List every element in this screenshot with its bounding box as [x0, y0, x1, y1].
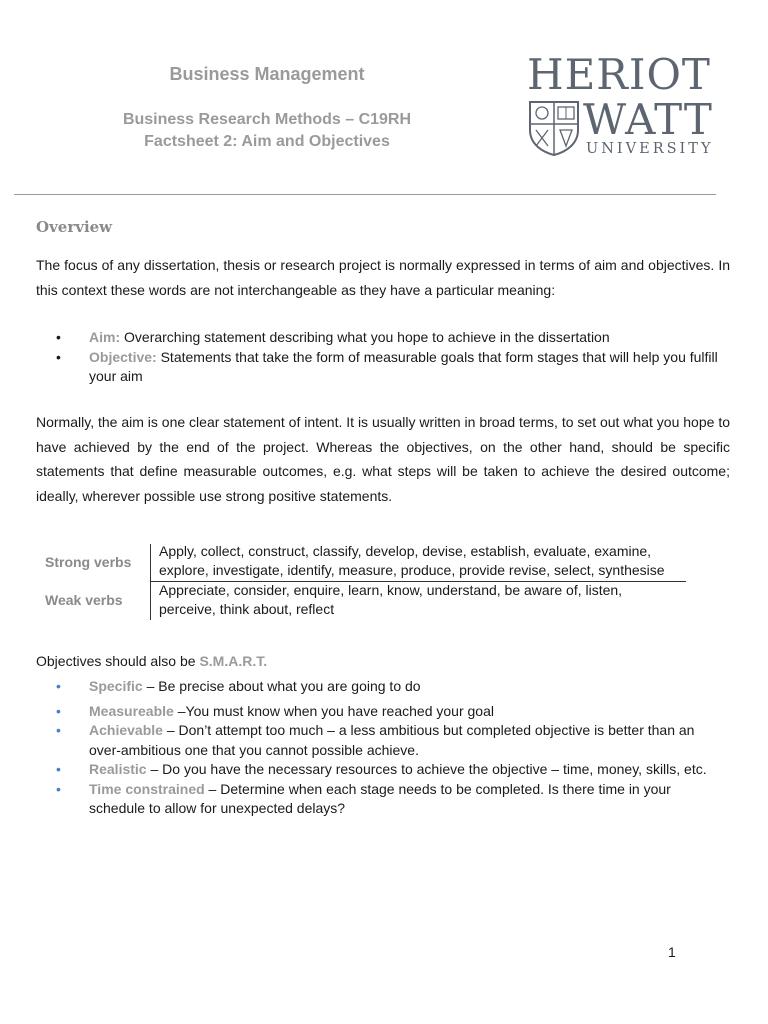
- factsheet-title: Factsheet 2: Aim and Objectives: [144, 133, 390, 150]
- header-divider: [14, 194, 716, 195]
- smart-list: [36, 677, 730, 819]
- smart-separator: –: [146, 761, 163, 777]
- bullet-icon: •: [56, 722, 61, 738]
- definition-term: Aim:: [89, 329, 121, 345]
- bullet-icon: •: [56, 761, 61, 777]
- smart-separator: –: [173, 702, 186, 719]
- smart-separator: –: [142, 678, 159, 694]
- bullet-icon: •: [56, 329, 61, 345]
- course-title: Business Research Methods – C19RH: [122, 111, 412, 128]
- smart-term: Specific: [89, 678, 143, 694]
- smart-text: Determine when each stage needs to be completed. Is there time in your schedule to allow for unexpected delays?: [89, 780, 671, 816]
- definition-text: Overarching statement describing what you hope to achieve in the dissertation: [124, 329, 610, 345]
- bullet-icon: •: [56, 678, 61, 694]
- page-number: 1: [668, 944, 676, 960]
- smart-term: Achievable: [89, 722, 163, 738]
- definition-term: Objective:: [89, 348, 157, 365]
- body-paragraph: Normally, the aim is one clear statement of intent. It is usually written in broad terms, to set out what you hope to have achieved by the end of the project. Whereas the objectives, on the other hand, should be specific statements that define measurable outcomes, e.g. what steps will be taken to achieve the desired outcome; ideally, wherever possible use strong positive statements.: [36, 414, 730, 504]
- smart-acronym: S.M.A.R.T.: [199, 653, 268, 669]
- smart-lead: [36, 653, 267, 669]
- smart-term: Time constrained: [89, 780, 205, 797]
- smart-text: Do you have the necessary resources to achieve the objective – time, money, skills, etc.: [162, 761, 707, 777]
- smart-separator: –: [204, 780, 221, 797]
- definition-item-objective: [36, 348, 730, 387]
- table-divider-vertical: [150, 544, 151, 620]
- logo-university-text: UNIVERSITY: [586, 141, 714, 157]
- smart-item-realistic: [36, 760, 730, 780]
- logo-heriot-text: HERIOT: [527, 50, 711, 99]
- smart-separator: –: [162, 722, 179, 738]
- smart-item-specific: [36, 677, 730, 697]
- smart-item-measureable: [36, 702, 730, 722]
- smart-text: Don’t attempt too much – a less ambitious but completed objective is better than an over-ambitious one that you cannot possible achieve.: [89, 722, 695, 758]
- table-row-label: Strong verbs: [45, 554, 132, 570]
- table-row-text: Appreciate, consider, enquire, learn, know, understand, be aware of, listen, perceive, think about, reflect: [159, 582, 623, 617]
- smart-item-achievable: [36, 721, 730, 760]
- smart-term: Measureable: [89, 702, 174, 719]
- intro-paragraph: The focus of any dissertation, thesis or research project is normally expressed in terms of aim and objectives. In this context these words are not interchangeable as they have a particular meaning:: [36, 257, 730, 298]
- smart-text: You must know when you have reached your goal: [185, 702, 494, 719]
- smart-term: Realistic: [89, 761, 147, 777]
- document-title: Business Management: [169, 64, 365, 84]
- definition-text: Statements that take the form of measurable goals that form stages that will help you fulfill your aim: [89, 348, 718, 384]
- university-crest-icon: [528, 100, 580, 156]
- bullet-icon: •: [56, 348, 61, 365]
- bullet-icon: •: [56, 780, 61, 797]
- logo-watt-text: WATT: [583, 95, 713, 144]
- smart-lead-text: Objectives should also be: [36, 653, 196, 669]
- bullet-icon: •: [56, 702, 61, 719]
- smart-text: Be precise about what you are going to do: [158, 678, 421, 694]
- definition-item-aim: [36, 328, 730, 348]
- table-row-label: Weak verbs: [45, 592, 123, 608]
- table-row-text: Apply, collect, construct, classify, develop, devise, establish, evaluate, examine, explore, investigate, identify, measure, produce, provide revise, select, synthesise: [159, 543, 665, 578]
- definitions-list: [36, 328, 730, 387]
- smart-item-time-constrained: [36, 780, 730, 819]
- overview-heading: Overview: [36, 218, 113, 236]
